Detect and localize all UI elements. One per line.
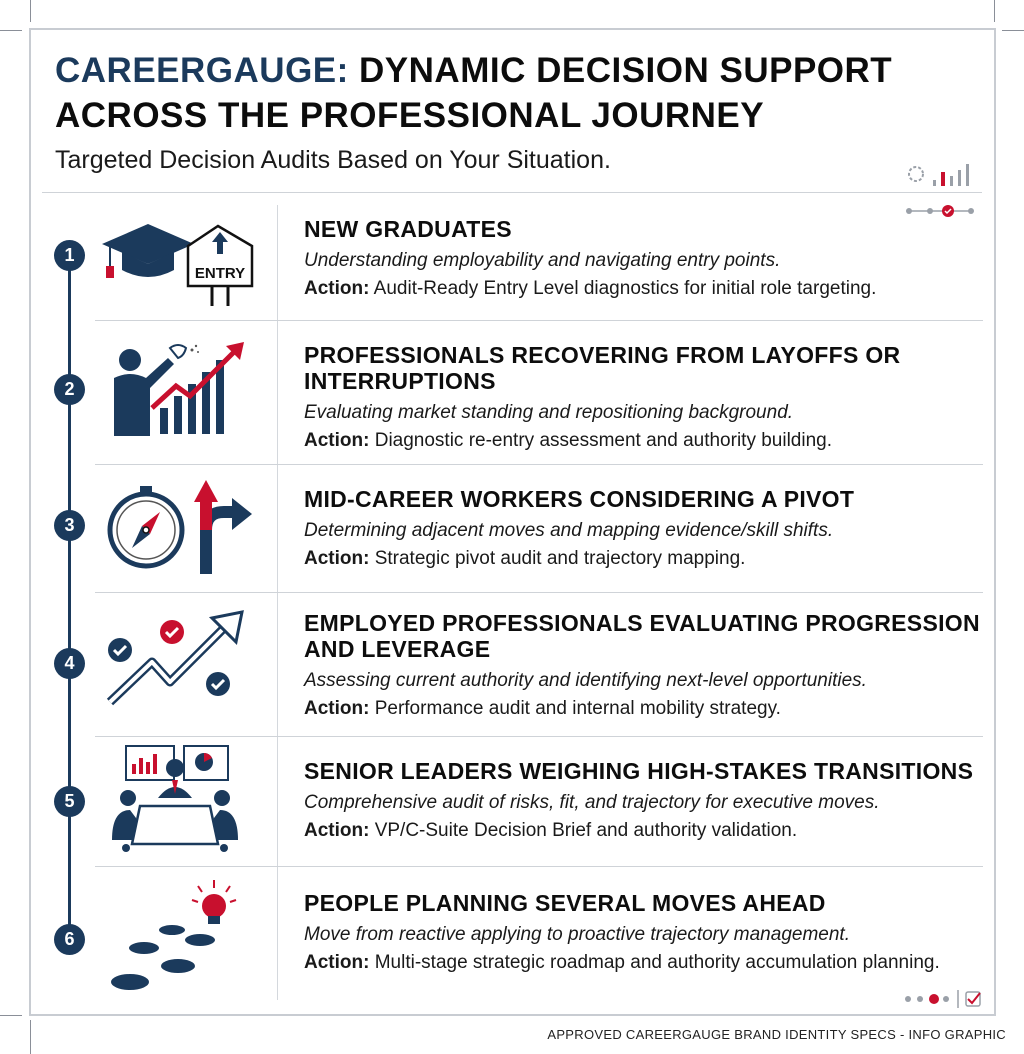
action-label: Action: [304, 698, 370, 719]
action-text: Strategic pivot audit and trajectory mapping. [369, 548, 746, 569]
audience-item [304, 758, 1004, 844]
row-divider [95, 320, 983, 321]
item-description: Comprehensive audit of risks, fit, and trajectory for executive moves. [304, 792, 880, 813]
step-badge: 1 [54, 240, 85, 271]
person-growth-chart-icon [100, 338, 250, 438]
item-description: Determining adjacent moves and mapping evidence/skill shifts. [304, 520, 834, 541]
title-rest: DYNAMIC DECISION SUPPORT ACROSS THE PROFESSIONAL JOURNEY [55, 51, 893, 135]
row-divider [95, 464, 983, 465]
audience-item [304, 610, 1004, 722]
compass-pivot-arrow-icon [100, 472, 260, 580]
action-label: Action: [304, 952, 370, 973]
row-divider [95, 736, 983, 737]
audience-item [304, 342, 1004, 454]
step-badge: 6 [54, 924, 85, 955]
audience-item [304, 486, 1004, 572]
action-label: Action: [304, 430, 370, 451]
item-title: PROFESSIONALS RECOVERING FROM LAYOFFS OR INTERRUPTIONS [304, 342, 901, 394]
step-badge: 3 [54, 510, 85, 541]
action-text: Performance audit and internal mobility strategy. [369, 698, 781, 719]
progress-check-icon [900, 988, 990, 1010]
action-label: Action: [304, 820, 370, 841]
crop-mark [0, 1015, 22, 1016]
item-action [304, 276, 1004, 302]
item-description: Assessing current authority and identifying next-level opportunities. [304, 670, 867, 691]
item-action [304, 428, 1004, 454]
action-text: Multi-stage strategic roadmap and authority accumulation planning. [369, 952, 940, 973]
timeline-line [68, 258, 71, 938]
mini-bar-chart-icon [905, 160, 975, 188]
crop-mark [30, 1020, 31, 1054]
item-description: Move from reactive applying to proactive trajectory management. [304, 924, 850, 945]
action-label: Action: [304, 278, 370, 299]
action-text: Audit-Ready Entry Level diagnostics for initial role targeting. [369, 278, 877, 299]
action-text: VP/C-Suite Decision Brief and authority validation. [369, 820, 798, 841]
entry-sign-label: ENTRY [194, 265, 246, 282]
page-title [55, 48, 985, 138]
action-text: Diagnostic re-entry assessment and authority building. [369, 430, 833, 451]
action-label: Action: [304, 548, 370, 569]
crop-mark [1002, 30, 1024, 31]
boardroom-meeting-icon [100, 744, 250, 858]
item-action [304, 546, 1004, 572]
item-title: SENIOR LEADERS WEIGHING HIGH-STAKES TRANSITIONS [304, 758, 974, 784]
item-description: Evaluating market standing and repositioning background. [304, 402, 794, 423]
header-divider [42, 192, 982, 193]
rising-arrow-checks-icon [100, 606, 250, 716]
item-description: Understanding employability and navigating entry points. [304, 250, 781, 271]
item-action [304, 950, 1004, 976]
crop-mark [994, 0, 995, 22]
crop-mark [0, 30, 22, 31]
item-title: MID-CAREER WORKERS CONSIDERING A PIVOT [304, 486, 855, 512]
graduation-cap-entry-sign-icon [100, 218, 260, 308]
footer-caption: APPROVED CAREERGAUGE BRAND IDENTITY SPECS - INFO GRAPHIC [547, 1027, 1006, 1042]
row-divider [95, 592, 983, 593]
item-title: NEW GRADUATES [304, 216, 512, 242]
crop-mark [30, 0, 31, 22]
item-action [304, 696, 1004, 722]
lightbulb-coin-path-icon [100, 874, 250, 998]
title-brand: CAREERGAUGE: [55, 51, 349, 90]
page-subtitle: Targeted Decision Audits Based on Your Situation. [55, 146, 611, 174]
column-divider [277, 205, 278, 1000]
row-divider [95, 866, 983, 867]
item-action [304, 818, 1004, 844]
header [55, 48, 985, 175]
item-title: PEOPLE PLANNING SEVERAL MOVES AHEAD [304, 890, 826, 916]
audience-item [304, 890, 1004, 976]
item-title: EMPLOYED PROFESSIONALS EVALUATING PROGRESSION AND LEVERAGE [304, 610, 980, 662]
step-badge: 5 [54, 786, 85, 817]
step-badge: 4 [54, 648, 85, 679]
audience-item [304, 216, 1004, 302]
step-badge: 2 [54, 374, 85, 405]
